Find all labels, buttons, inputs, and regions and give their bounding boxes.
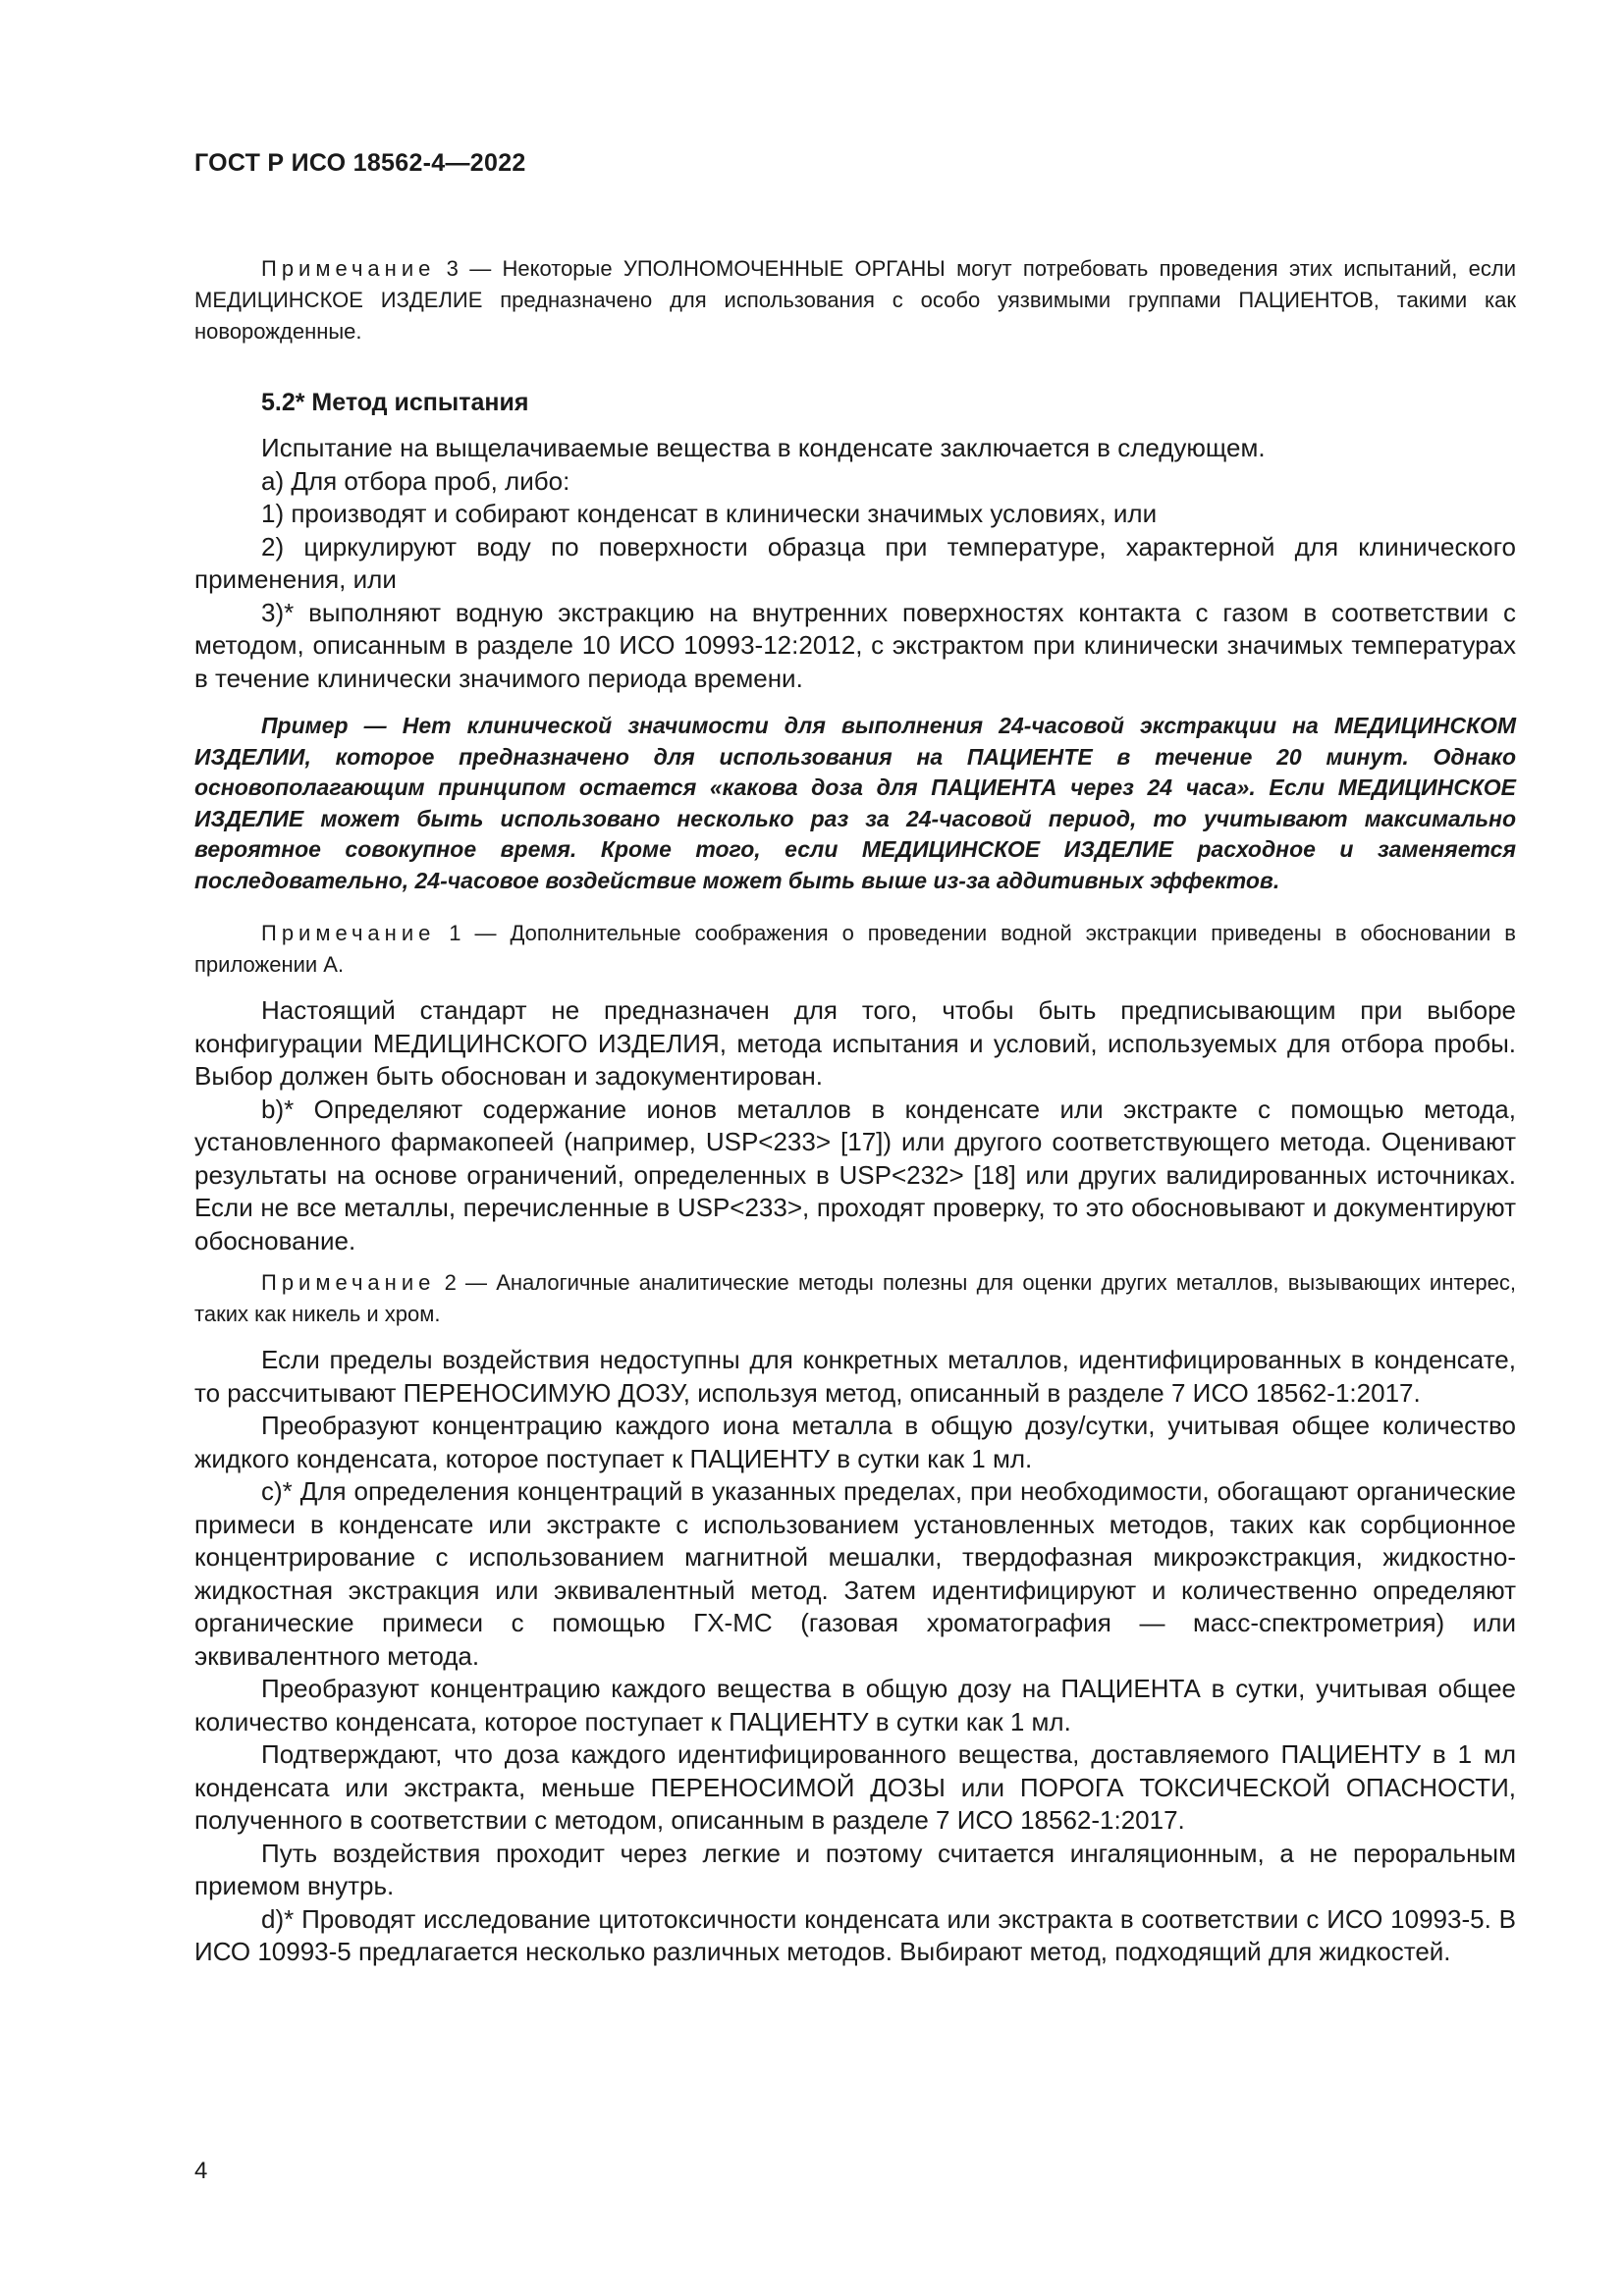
paragraph-standard: Настоящий стандарт не предназначен для того, чтобы быть предписывающим при выборе конфигурации МЕДИЦИНСКОГО ИЗДЕЛИЯ, метода испытания и условий, используемых для отбора пробы. Выбор должен быть обоснован и задокументирован.: [194, 995, 1516, 1091]
list-item-a3: 3)* выполняют водную экстракцию на внутренних поверхностях контакта с газом в соответствии с методом, описанным в разделе 10 ИСО 10993-12:2012, с экстрактом при клинически значимых температурах в течение клинически значимого периода времени.: [194, 597, 1516, 693]
page-content: [194, 253, 1516, 1969]
note-2: [194, 1267, 1516, 1330]
paragraph-confirm: Подтверждают, что доза каждого идентифицированного вещества, доставляемого ПАЦИЕНТУ в 1 мл конденсата или экстракта, меньше ПЕРЕНОСИМОЙ ДОЗЫ или ПОРОГА ТОКСИЧЕСКОЙ ОПАСНОСТИ, полученного в соответствии с методом, описанным в разделе 7 ИСО 18562-1:2017.: [194, 1739, 1516, 1835]
paragraph-route: Путь воздействия проходит через легкие и поэтому считается ингаляционным, а не пероральным приемом внутрь.: [194, 1838, 1516, 1900]
list-item-a1: 1) производят и собирают конденсат в клинически значимых условиях, или: [261, 499, 1158, 528]
note-text: 1 — Дополнительные соображения о проведении водной экстракции приведены в обосновании в приложении А.: [194, 921, 1516, 977]
list-item-a: а) Для отбора проб, либо:: [261, 465, 570, 496]
list-item-a2: 2) циркулируют воду по поверхности образца при температуре, характерной для клинического применения, или: [194, 531, 1516, 594]
note-1: [194, 918, 1516, 981]
note-text: 3 — Некоторые УПОЛНОМОЧЕННЫЕ ОРГАНЫ могут потребовать проведения этих испытаний, если МЕДИЦИНСКОЕ ИЗДЕЛИЕ предназначено для использования с особо уязвимыми группами ПАЦИЕНТОВ, такими как новорожденные.: [194, 256, 1516, 344]
note-text: 2 — Аналогичные аналитические методы полезны для оценки других металлов, вызывающих интерес, таких как никель и хром.: [194, 1270, 1516, 1326]
section-heading: 5.2* Метод испытания: [261, 389, 529, 416]
note-3: [194, 253, 1516, 347]
paragraph-intro: Испытание на выщелачиваемые вещества в конденсате заключается в следующем.: [261, 433, 1266, 462]
note-label: Примечание: [261, 256, 436, 281]
list-item-d: d)* Проводят исследование цитотоксичности конденсата или экстракта в соответствии с ИСО 10993-5. В ИСО 10993-5 предлагается несколько различных методов. Выбирают метод, подходящий для жидкостей.: [194, 1903, 1516, 1966]
paragraph-limits: Если пределы воздействия недоступны для конкретных металлов, идентифицированных в конденсате, то рассчитывают ПЕРЕНОСИМУЮ ДОЗУ, используя метод, описанный в разделе 7 ИСО 18562-1:2017.: [194, 1345, 1516, 1408]
note-label: Примечание: [261, 921, 436, 945]
list-item-c: с)* Для определения концентраций в указанных пределах, при необходимости, обогащают органические примеси в конденсате или экстракте с использованием установленных методов, таких как сорбционное концентрирование с использованием магнитной мешалки, твердофазная микроэкстракция, жидкостно-жидкостная экстракция или эквивалентный метод. Затем идентифицируют и количественно определяют органические примеси с помощью ГХ-МС (газовая хроматография — масс-спектрометрия) или эквивалентного метода.: [194, 1476, 1516, 1671]
page-number: 4: [194, 2158, 208, 2184]
paragraph-convert-substance: Преобразуют концентрацию каждого вещества в общую дозу на ПАЦИЕНТА в сутки, учитывая общее количество конденсата, которое поступает к ПАЦИЕНТУ в сутки как 1 мл.: [194, 1674, 1516, 1736]
list-item-b: b)* Определяют содержание ионов металлов в конденсате или экстракте с помощью метода, установленного фармакопеей (например, USP<233> [17]) или другого соответствующего метода. Оценивают результаты на основе ограничений, определенных в USP<232> [18] или других валидированных источниках. Если не все металлы, перечисленные в USP<233>, проходят проверку, то это обосновывают и документируют обоснование.: [194, 1094, 1516, 1255]
paragraph-convert-metal: Преобразуют концентрацию каждого иона металла в общую дозу/сутки, учитывая общее количество жидкого конденсата, которое поступает к ПАЦИЕНТУ в сутки как 1 мл.: [194, 1411, 1516, 1473]
note-label: Примечание: [261, 1270, 436, 1295]
example-block: Пример — Нет клинической значимости для выполнения 24-часовой экстракции на МЕДИЦИНСКОМ ИЗДЕЛИИ, которое предназначено для использования на ПАЦИЕНТЕ в течение 20 минут. Однако основополагающим принципом остается «какова доза для ПАЦИЕНТА через 24 часа». Если МЕДИЦИНСКОЕ ИЗДЕЛИЕ может быть использовано несколько раз за 24-часовой период, то учитывают максимально вероятное совокупное время. Кроме того, если МЕДИЦИНСКОЕ ИЗДЕЛИЕ расходное и заменяется последовательно, 24-часовое воздействие может быть выше из-за аддитивных эффектов.: [194, 713, 1516, 893]
document-header: ГОСТ Р ИСО 18562-4—2022: [194, 149, 526, 177]
